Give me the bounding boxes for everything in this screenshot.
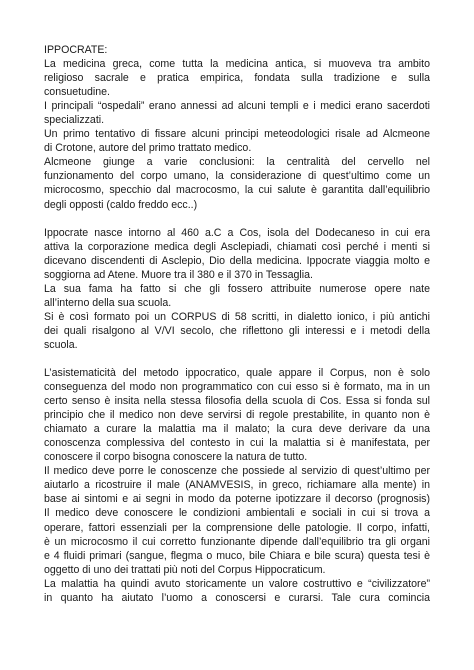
text-line: degli opposti (caldo freddo ecc..) xyxy=(44,198,198,211)
text-line: aiutarlo a ricostruire il male (ANAMVESIS, in greco, richiamare alla mente) in xyxy=(44,479,430,492)
text-line: di Crotone, autore del primo trattato medico. xyxy=(44,142,252,155)
text-line: funzionamento del corpo umano, la considerazione di quest’ultimo come un xyxy=(44,170,430,183)
text-line: Si è così formato poi un CORPUS di 58 scritti, in dialetto ionico, i più antichi xyxy=(44,310,430,323)
text-line: La sua fama ha fatto si che gli fossero attribuite numerose opere nate xyxy=(44,282,430,295)
text-line: soggiorna ad Atene. Muore tra il 380 e il 370 in Tessaglia. xyxy=(44,268,313,281)
text-line: chiamato a curare la malattia ma il malato; la cura deve derivare da una xyxy=(44,423,430,436)
text-line: Ippocrate nasce intorno al 460 a.C a Cos, isola del Dodecaneso in cui era xyxy=(44,226,430,239)
text-line: specializzati. xyxy=(44,114,105,127)
text-line: all’interno della sua scuola. xyxy=(44,296,172,309)
text-line: oggetto di uno dei trattati più noti del Corpus Hippocraticum. xyxy=(44,563,326,576)
text-line: base ai sintomi e ai segni in modo da poterne ipotizzare il decorso (prognosis) xyxy=(44,493,430,506)
document-body xyxy=(44,57,430,605)
text-line: in quanto ha aiutato l’uomo a conoscersi e curarsi. Tale cura comincia xyxy=(44,591,430,604)
text-line: I principali “ospedali” erano annessi ad alcuni templi e i medici erano sacerdoti xyxy=(44,100,430,113)
text-line: certo senso è insita nella stessa filosofia della scuola di Cos. Essa si fonda sul xyxy=(44,395,430,408)
text-line: Il medico deve conoscere le condizioni ambientali e sociali in cui si trova a xyxy=(44,507,430,520)
text-line: Il medico deve porre le conoscenze che possiede al servizio di quest’ultimo per xyxy=(44,465,430,478)
text-line: conoscenza complessiva del contesto in cui la malattia si è manifestata, per xyxy=(44,437,430,450)
paragraph-gap xyxy=(44,352,430,366)
text-line: L’asistematicità del metodo ippocratico, quale appare il Corpus, non è solo xyxy=(44,366,430,379)
text-line: religioso sacrale e pratica empirica, fondata sulla tradizione e sulla xyxy=(44,72,430,85)
document-title: IPPOCRATE: xyxy=(44,44,108,56)
text-line: Un primo tentativo di fissare alcuni principi meteodologici risale ad Alcmeone xyxy=(44,128,430,141)
text-line: scuola. xyxy=(44,338,78,351)
text-line: Alcmeone giunge a varie conclusioni: la centralità del cervello nel xyxy=(44,156,430,169)
text-line: e 4 fluidi primari (sangue, flegma o muco, bile Chiara e bile scura) questa tesi è xyxy=(44,549,430,562)
text-line: operare, fattori essenziali per la comprensione delle patologie. Il corpo, infatti, xyxy=(44,521,430,534)
paragraph-gap xyxy=(44,212,430,226)
text-line: dicevano discendenti di Asclepio, Dio della medicina. Ippocrate viaggia molto e xyxy=(44,254,430,267)
text-line: La malattia ha quindi avuto storicamente un valore costruttivo e “civilizzatore” xyxy=(44,577,430,590)
text-line: conoscere il corpo bisogna conoscere la natura de tutto. xyxy=(44,451,308,464)
text-line: consuetudine. xyxy=(44,86,110,99)
text-line: conseguenza del modo non programmatico con cui esso si è formato, ma in un xyxy=(44,381,430,394)
text-line: dei quali risalgono al V/VI secolo, che riflettono gli interessi e i metodi della xyxy=(44,324,430,337)
text-line: microcosmo, specchio dal macrocosmo, la cui salute è garantita dall’equilibrio xyxy=(44,184,430,197)
text-line: principio che il medico non deve servirsi di regole prestabilite, in quanto non è xyxy=(44,409,430,422)
text-line: La medicina greca, come tutta la medicina antica, si muoveva tra ambito xyxy=(44,58,430,71)
document-page xyxy=(44,43,430,605)
text-line: è un microcosmo il cui corretto funzionante dipende dall’equilibrio tra gli organi xyxy=(44,535,430,548)
text-line: attiva la corporazione medica degli Asclepiadi, chiamati così perché i menti si xyxy=(44,240,430,253)
